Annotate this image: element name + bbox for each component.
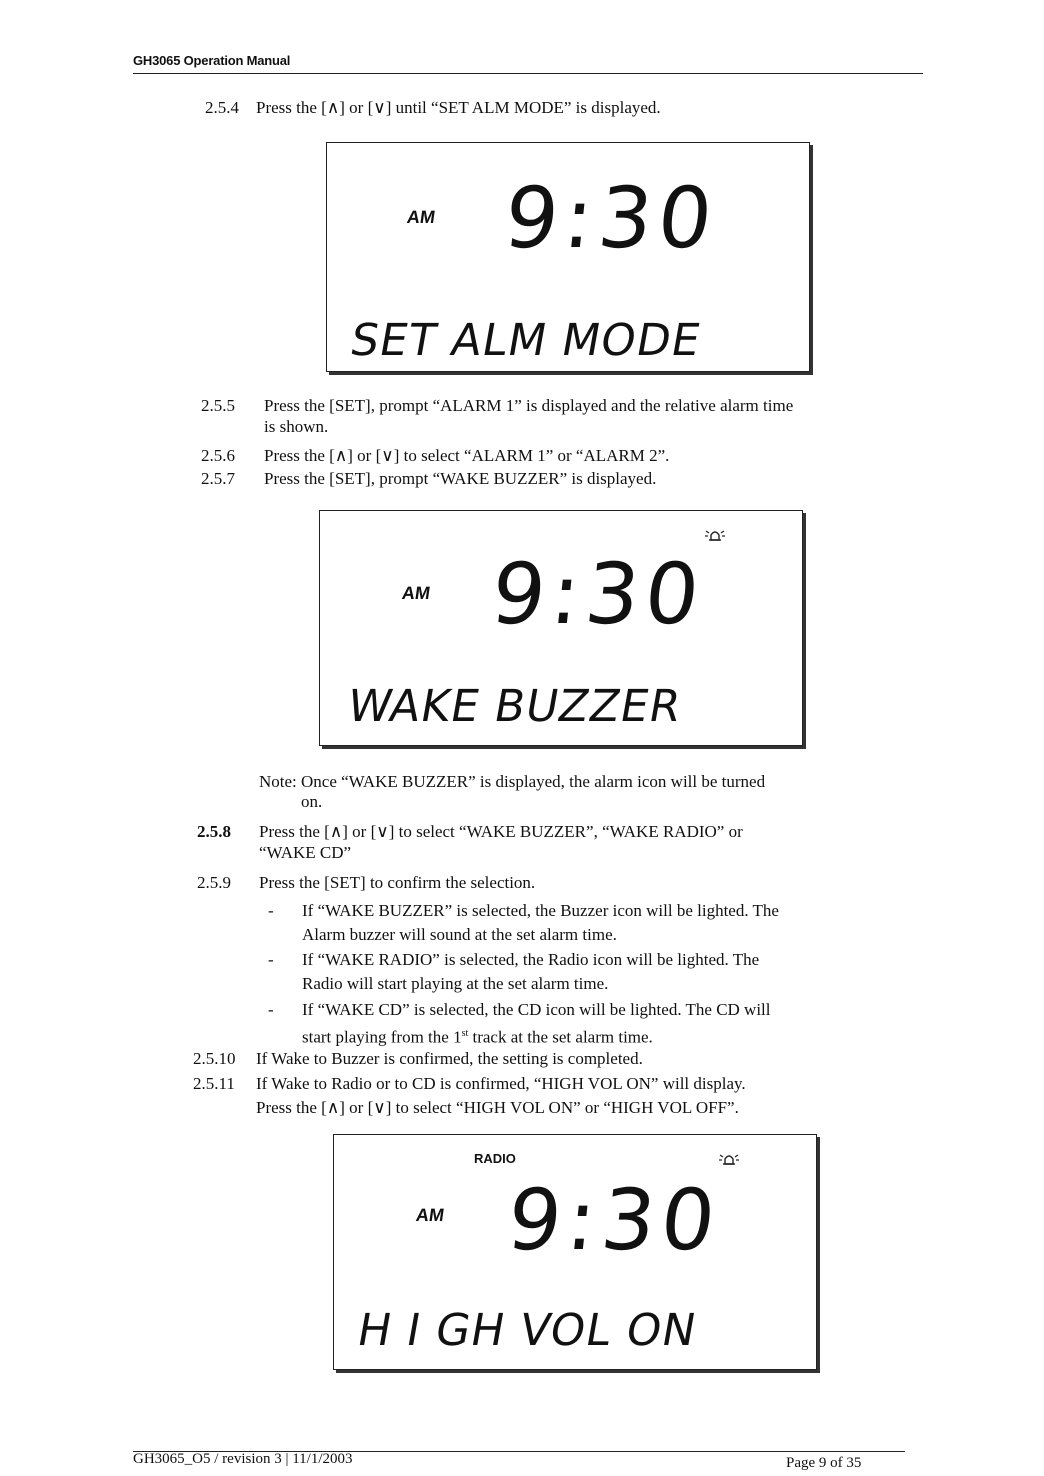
alarm-bell-icon [718,1151,740,1167]
step-2-5-6 [201,446,670,466]
step-text: Press the [∧] or [∨] until “SET ALM MODE” is displayed. [256,98,661,117]
step-number: 2.5.5 [201,396,235,415]
bullet-text: If “WAKE BUZZER” is selected, the Buzzer icon will be lighted. The [302,901,779,920]
page-number: Page 9 of 35 [786,1455,862,1471]
step-number: 2.5.7 [201,469,235,488]
footer-revision: GH3065_O5 / revision 3 | 11/1/2003 [133,1451,353,1467]
lcd-display-set-alm-mode [326,142,810,372]
step-text: If Wake to Radio or to CD is confirmed, “HIGH VOL ON” will display. [256,1074,746,1093]
am-indicator: AM [400,583,432,603]
step-text: Press the [SET] to confirm the selection. [259,873,536,892]
bullet-wake-cd [268,1000,771,1047]
bullet-wake-buzzer [268,901,779,944]
step-text: Press the [∧] or [∨] to select “ALARM 1” or “ALARM 2”. [264,446,670,465]
document-header: GH3065 Operation Manual [133,53,291,68]
step-number: 2.5.6 [201,446,235,465]
lcd-mode-text: SET ALM MODE [346,315,705,366]
lcd-time: 9:30 [502,1171,726,1269]
step-number: 2.5.8 [197,822,231,841]
alarm-bell-icon [704,527,726,543]
header-rule [133,73,923,74]
step-2-5-7 [201,469,657,489]
step-text: is shown. [264,417,329,436]
ordinal-suffix: st [461,1028,469,1039]
lcd-time: 9:30 [486,545,710,643]
step-text: Press the [∧] or [∨] to select “HIGH VOL ON” or “HIGH VOL OFF”. [256,1098,739,1117]
bullet-wake-radio [268,950,760,993]
bullet-text: Radio will start playing at the set alarm time. [302,974,609,993]
bullet-text-part: start playing from the 1 [302,1027,462,1047]
step-text: Press the [SET], prompt “ALARM 1” is displayed and the relative alarm time [264,396,794,415]
step-text: If Wake to Buzzer is confirmed, the setting is completed. [256,1049,643,1068]
lcd-mode-text: H I GH VOL ON [353,1305,701,1356]
step-text: Press the [∧] or [∨] to select “WAKE BUZZER”, “WAKE RADIO” or [259,822,743,841]
bullet-text [302,1024,653,1048]
step-number: 2.5.10 [193,1049,236,1068]
lcd-display-wake-buzzer [319,510,803,746]
step-number: 2.5.9 [197,873,231,892]
lcd-time: 9:30 [499,169,723,267]
step-2-5-8 [197,822,743,862]
note [259,772,765,812]
step-number: 2.5.4 [205,98,239,117]
bullet-text: If “WAKE CD” is selected, the CD icon will be lighted. The CD will [302,1000,771,1019]
bullet-mark: - [268,901,274,920]
bullet-text: If “WAKE RADIO” is selected, the Radio icon will be lighted. The [302,950,760,969]
step-2-5-4 [205,98,661,118]
lcd-display-high-vol-on [333,1134,817,1370]
bullet-text: Alarm buzzer will sound at the set alarm time. [302,925,617,944]
radio-indicator: RADIO [474,1151,516,1166]
step-2-5-9 [197,873,536,893]
step-2-5-10 [193,1049,643,1069]
bullet-mark: - [268,950,274,969]
bullet-mark: - [268,1000,274,1019]
bullet-text-part: track at the set alarm time. [468,1027,653,1047]
note-line: Note: Once “WAKE BUZZER” is displayed, the alarm icon will be turned [259,772,766,791]
am-indicator: AM [414,1205,446,1225]
am-indicator: AM [405,207,437,227]
note-line: on. [301,792,323,811]
step-2-5-11 [193,1074,746,1117]
lcd-mode-text: WAKE BUZZER [343,681,686,732]
step-text: Press the [SET], prompt “WAKE BUZZER” is displayed. [264,469,657,488]
step-text: “WAKE CD” [259,843,352,862]
step-2-5-5 [201,396,794,436]
step-number: 2.5.11 [193,1074,235,1093]
